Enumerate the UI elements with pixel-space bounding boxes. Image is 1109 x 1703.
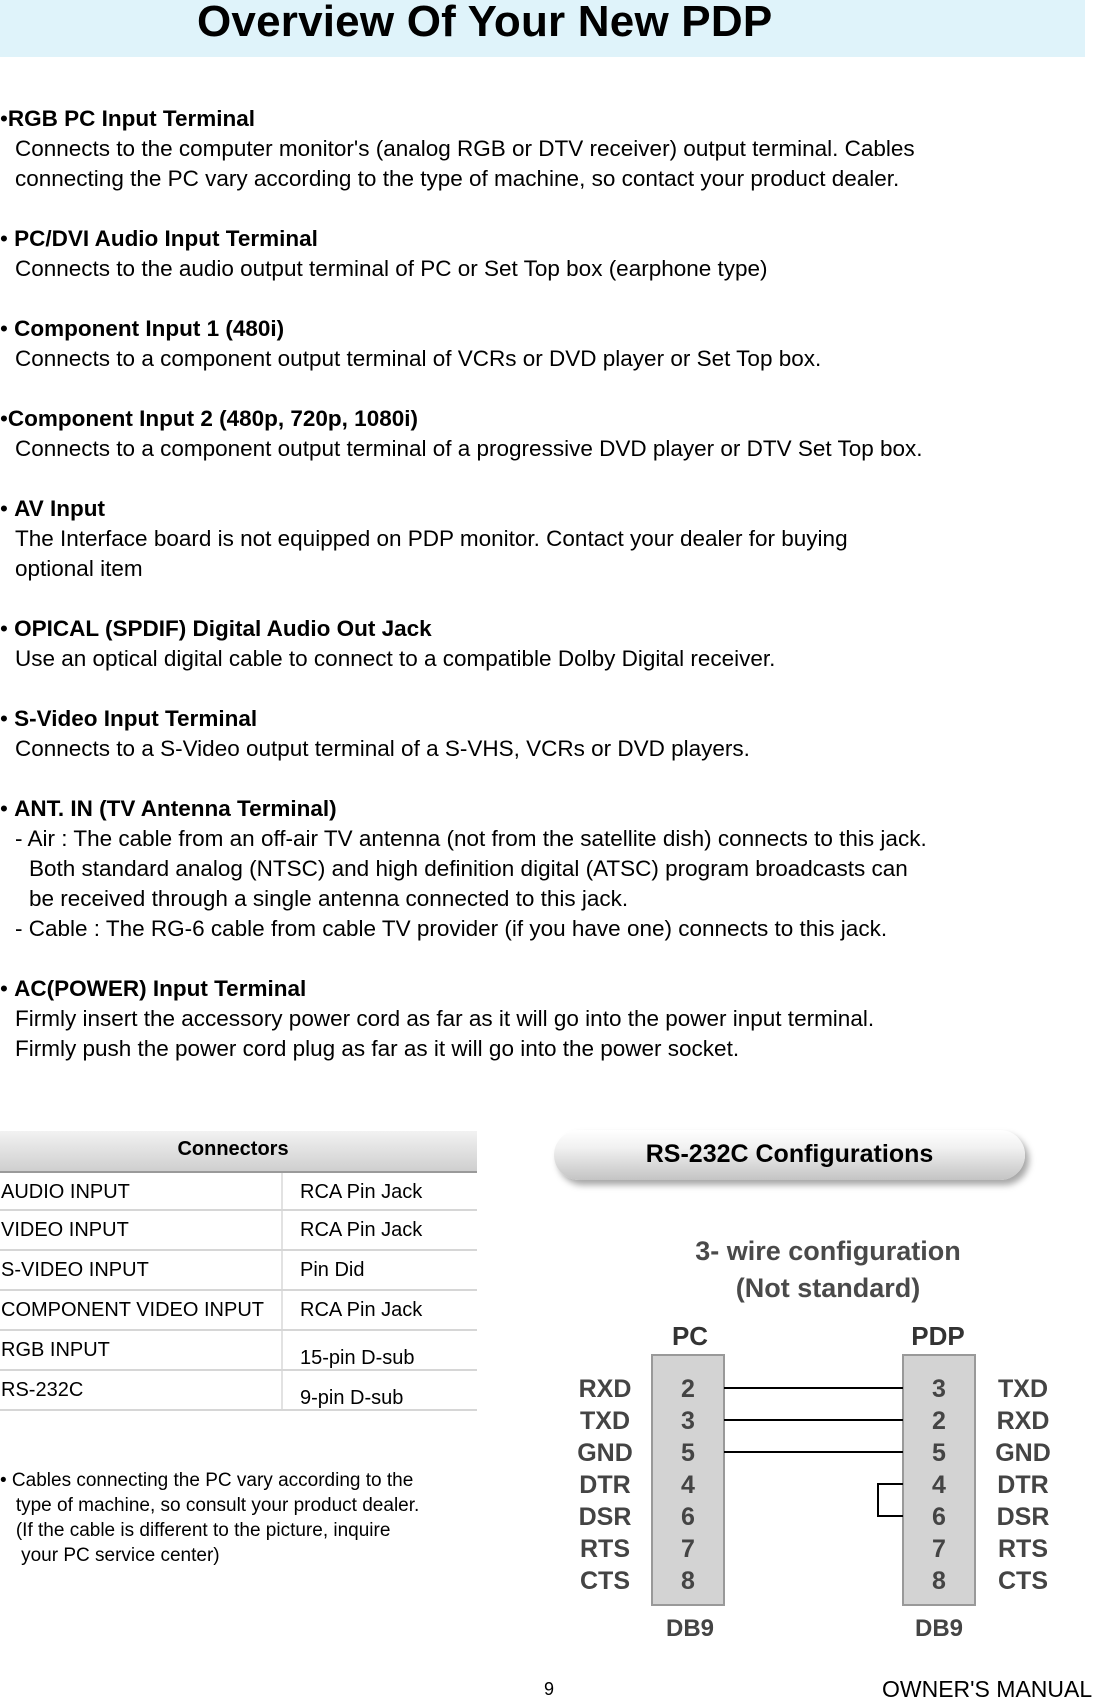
table-row: [0, 1371, 477, 1411]
bullet: •: [0, 106, 8, 131]
diagram-title-2: (Not standard): [735, 1273, 921, 1303]
section-heading: Component Input 1 (480i): [14, 316, 285, 341]
bullet: •: [0, 406, 8, 431]
footer-label: OWNER'S MANUAL: [882, 1676, 1093, 1702]
table-row: [0, 1291, 477, 1331]
section-heading: Component Input 2 (480p, 720p, 1080i): [7, 406, 418, 431]
pin-number: 2: [932, 1407, 946, 1435]
connectors-table: [0, 1131, 477, 1411]
connectors-header-label: Connectors: [177, 1138, 289, 1160]
section-text: be received through a single antenna connected to this jack.: [29, 886, 629, 911]
pc-pin-numbers: [681, 1375, 695, 1595]
section-rgb-pc-input: [0, 104, 1090, 194]
column-divider: [281, 1371, 283, 1409]
column-divider: [281, 1251, 283, 1289]
pin-number: 7: [932, 1535, 946, 1563]
pdp-label: PDP: [911, 1321, 965, 1351]
bullet: •: [0, 706, 15, 731]
connector-name: RS-232C: [1, 1379, 84, 1401]
signal-label: RXD: [578, 1375, 632, 1403]
rs232-heading-pill: [554, 1130, 1025, 1180]
signal-label: RTS: [998, 1535, 1048, 1563]
bullet: •: [0, 796, 15, 821]
pc-connector-label: DB9: [665, 1615, 715, 1642]
connector-name: RGB INPUT: [1, 1339, 110, 1361]
title-bar: [0, 0, 1085, 57]
signal-label: GND: [577, 1439, 633, 1467]
section-text: Connects to a component output terminal of a progressive DVD player or DTV Set Top box.: [15, 436, 923, 461]
section-text: Connects to the computer monitor's (analog RGB or DTV receiver) output terminal. Cables: [15, 136, 915, 161]
cable-note: [0, 1468, 419, 1568]
column-divider: [281, 1211, 283, 1249]
pin-number: 5: [681, 1439, 695, 1467]
table-row: [0, 1173, 477, 1211]
section-text: connecting the PC vary according to the type of machine, so contact your product dealer.: [15, 166, 900, 191]
section-pc-dvi-audio: [0, 224, 1090, 284]
bullet: •: [0, 976, 15, 1001]
bullet: •: [0, 316, 15, 341]
right-signal-labels: [995, 1375, 1051, 1595]
section-heading: AV Input: [14, 496, 105, 521]
table-row: [0, 1251, 477, 1291]
signal-label: CTS: [998, 1567, 1048, 1595]
section-heading: ANT. IN (TV Antenna Terminal): [14, 796, 337, 821]
section-heading: S-Video Input Terminal: [14, 706, 258, 731]
pin-number: 7: [681, 1535, 695, 1563]
dtr-dsr-loopback: [878, 1484, 903, 1516]
section-text: The Interface board is not equipped on PDP monitor. Contact your dealer for buying: [15, 526, 848, 551]
signal-label: RXD: [996, 1407, 1050, 1435]
pin-number: 3: [932, 1375, 946, 1403]
note-line: (If the cable is different to the picture, inquire: [0, 1520, 391, 1541]
section-text: Connects to a component output terminal of VCRs or DVD player or Set Top box.: [15, 346, 822, 371]
connector-type: RCA Pin Jack: [300, 1181, 423, 1203]
section-s-video-input: [0, 704, 1090, 764]
note-line: type of machine, so consult your product dealer.: [0, 1495, 420, 1516]
pin-number: 8: [681, 1567, 695, 1595]
bullet: •: [0, 496, 15, 521]
pin-number: 4: [932, 1471, 946, 1499]
section-text: Firmly push the power cord plug as far as it will go into the power socket.: [15, 1036, 740, 1061]
connector-name: S-VIDEO INPUT: [1, 1259, 149, 1281]
column-divider: [281, 1331, 283, 1369]
section-text: Both standard analog (NTSC) and high definition digital (ATSC) program broadcasts can: [29, 856, 908, 881]
section-text: Firmly insert the accessory power cord as far as it will go into the power input terminal.: [15, 1006, 875, 1031]
pin-number: 5: [932, 1439, 946, 1467]
section-antenna-in: [0, 794, 1090, 944]
signal-label: TXD: [580, 1407, 630, 1435]
connector-name: COMPONENT VIDEO INPUT: [1, 1299, 264, 1321]
connectors-header: [0, 1131, 477, 1173]
terminal-descriptions: [0, 104, 1090, 1094]
connector-type: RCA Pin Jack: [300, 1219, 423, 1241]
pdp-connector-label: DB9: [914, 1615, 964, 1642]
section-text: Connects to the audio output terminal of PC or Set Top box (earphone type): [15, 256, 768, 281]
connector-name: AUDIO INPUT: [1, 1181, 130, 1203]
bullet: •: [0, 616, 15, 641]
pin-number: 2: [681, 1375, 695, 1403]
pin-number: 6: [681, 1503, 695, 1531]
page-number: 9: [544, 1679, 555, 1699]
signal-label: CTS: [580, 1567, 630, 1595]
table-row: [0, 1211, 477, 1251]
connector-type: 9-pin D-sub: [300, 1387, 404, 1409]
pin-number: 6: [932, 1503, 946, 1531]
signal-label: DTR: [997, 1471, 1049, 1499]
bullet: •: [0, 226, 15, 251]
section-heading: RGB PC Input Terminal: [7, 106, 255, 131]
connector-type: RCA Pin Jack: [300, 1299, 423, 1321]
section-text: optional item: [15, 556, 143, 581]
pc-label: PC: [671, 1321, 709, 1351]
signal-label: DTR: [579, 1471, 631, 1499]
table-row: [0, 1331, 477, 1371]
rs232-wiring-diagram: [560, 1225, 1060, 1645]
section-text: Connects to a S-Video output terminal of a S-VHS, VCRs or DVD players.: [15, 736, 750, 761]
section-heading: PC/DVI Audio Input Terminal: [14, 226, 318, 251]
section-component-input-2: [0, 404, 1090, 464]
signal-label: DSR: [996, 1503, 1050, 1531]
section-text: Use an optical digital cable to connect to a compatible Dolby Digital receiver.: [15, 646, 776, 671]
note-line: • Cables connecting the PC vary according to the: [0, 1470, 414, 1491]
section-ac-power-input: [0, 974, 1090, 1064]
diagram-title-1: 3- wire configuration: [695, 1236, 961, 1266]
signal-label: RTS: [580, 1535, 630, 1563]
signal-label: DSR: [578, 1503, 632, 1531]
connector-name: VIDEO INPUT: [1, 1219, 129, 1241]
connector-type: 15-pin D-sub: [300, 1347, 415, 1369]
section-heading: OPICAL (SPDIF) Digital Audio Out Jack: [14, 616, 432, 641]
signal-label: GND: [995, 1439, 1051, 1467]
section-av-input: [0, 494, 1090, 584]
rs232-heading: RS-232C Configurations: [645, 1140, 934, 1168]
signal-label: TXD: [998, 1375, 1048, 1403]
pdp-pin-numbers: [932, 1375, 946, 1595]
section-text: - Air : The cable from an off-air TV antenna (not from the satellite dish) connects to this jack.: [15, 826, 927, 851]
section-component-input-1: [0, 314, 1090, 374]
section-heading: AC(POWER) Input Terminal: [14, 976, 307, 1001]
section-optical-audio-out: [0, 614, 1090, 674]
page-title: Overview Of Your New PDP: [197, 0, 773, 46]
pin-number: 3: [681, 1407, 695, 1435]
pin-number: 8: [932, 1567, 946, 1595]
column-divider: [281, 1173, 283, 1209]
section-text: - Cable : The RG-6 cable from cable TV provider (if you have one) connects to this jack.: [15, 916, 888, 941]
column-divider: [281, 1291, 283, 1329]
left-signal-labels: [577, 1375, 633, 1595]
connector-type: Pin Did: [300, 1259, 365, 1281]
note-line: your PC service center): [0, 1545, 220, 1566]
pin-number: 4: [681, 1471, 695, 1499]
